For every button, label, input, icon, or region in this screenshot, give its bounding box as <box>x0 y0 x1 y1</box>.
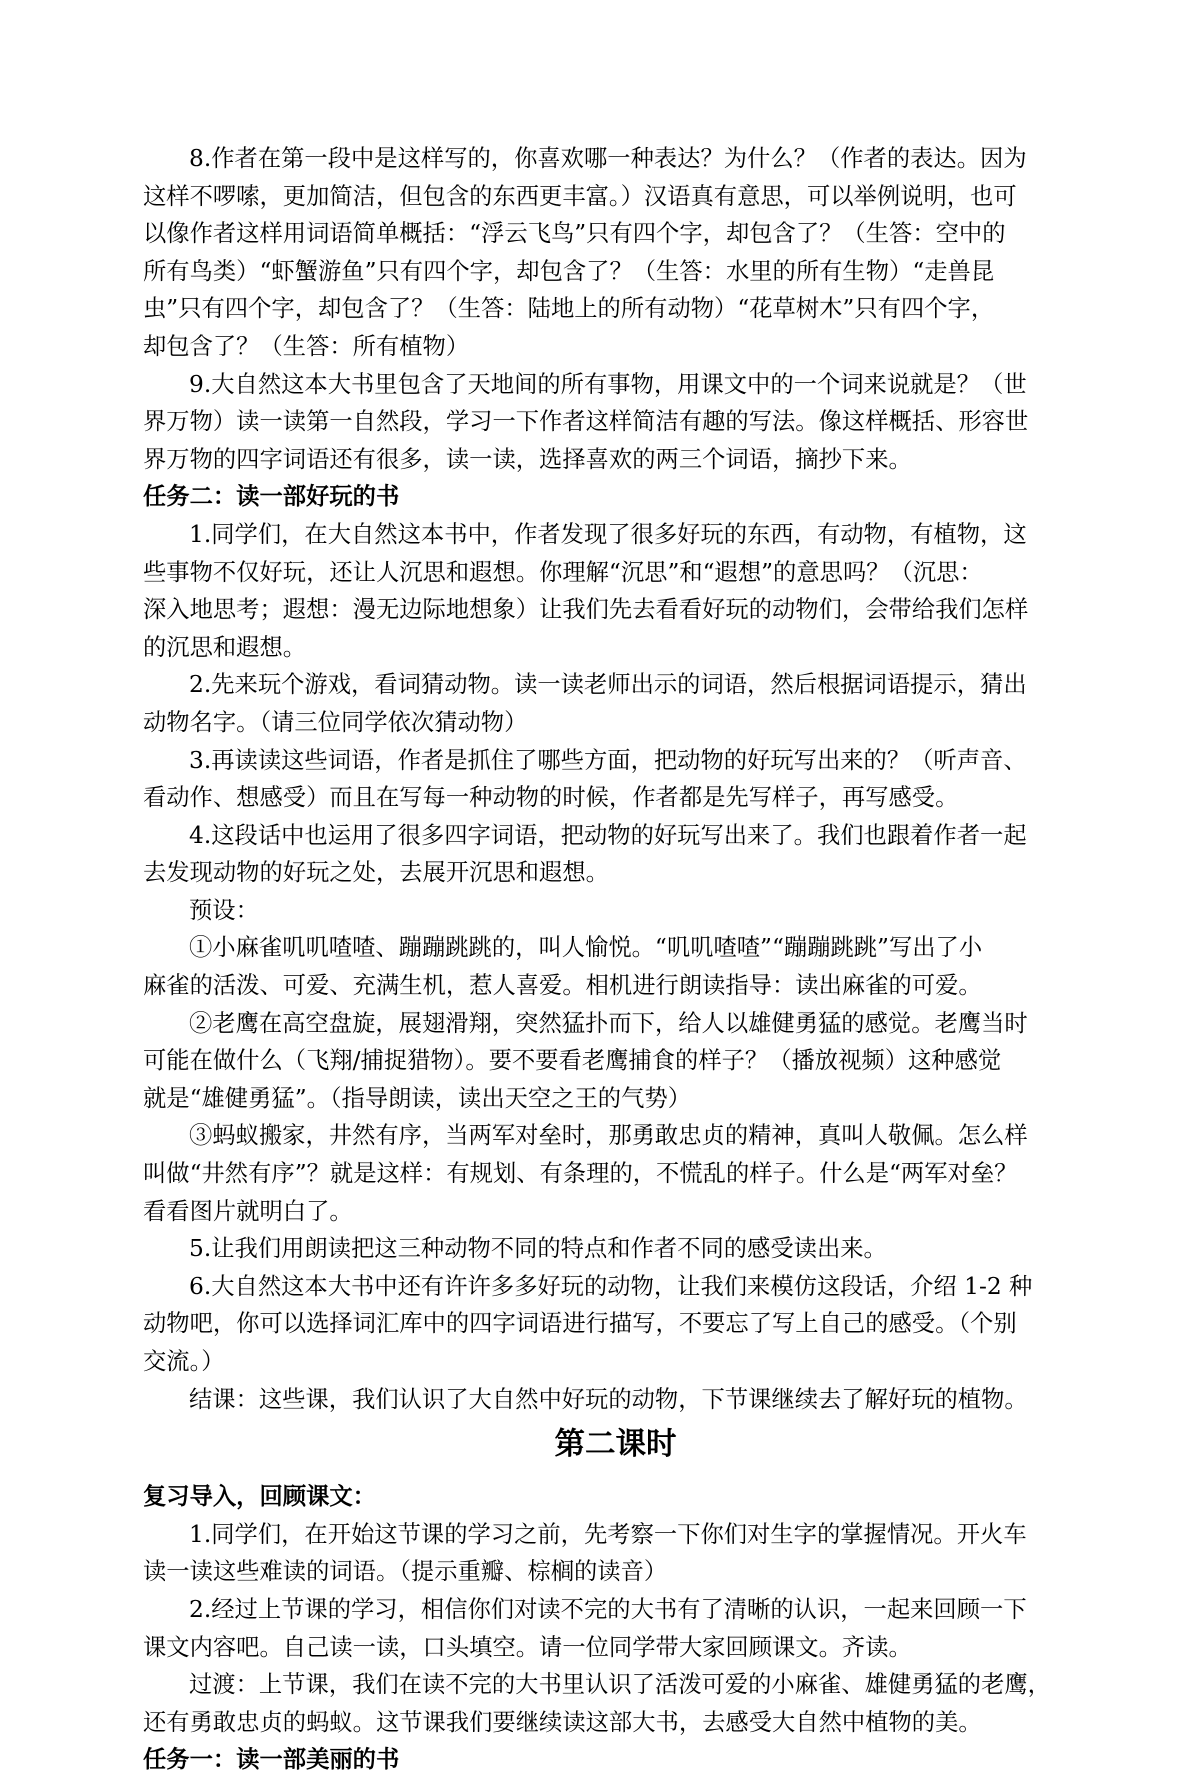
text-line: 叫做“井然有序”？就是这样：有规划、有条理的，不慌乱的样子。什么是“两军对垒？ <box>143 1160 1018 1188</box>
text-line: 以像作者这样用词语简单概括：“浮云飞鸟”只有四个字，却包含了？（生答：空中的 <box>143 220 1006 248</box>
task2-heading: 任务二：读一部好玩的书 <box>143 483 400 511</box>
text-line: 4.这段话中也运用了很多四字词语，把动物的好玩写出来了。我们也跟着作者一起 <box>189 821 1027 849</box>
text-line: 还有勇敢忠贞的蚂蚁。这节课我们要继续读这部大书，去感受大自然中植物的美。 <box>143 1708 982 1736</box>
text-line: 可能在做什么（飞翔/捕捉猎物）。要不要看老鹰捕食的样子？（播放视频）这种感觉 <box>143 1047 1002 1075</box>
paragraph-review-1 <box>143 1516 1200 1554</box>
text-line: 这样不啰嗦，更加简洁，但包含的东西更丰富。）汉语真有意思，可以举例说明，也可 <box>143 182 1017 210</box>
review-heading: 复习导入，回顾课文： <box>143 1483 376 1511</box>
closing-paragraph <box>143 1381 1200 1419</box>
preset-item-2 <box>143 1005 1200 1043</box>
text-line: ②老鹰在高空盘旋，展翅滑翔，突然猛扑而下，给人以雄健勇猛的感觉。老鹰当时 <box>189 1009 1028 1037</box>
document-page <box>143 140 1200 1779</box>
text-line: 课文内容吧。自己读一读，口头填空。请一位同学带大家回顾课文。齐读。 <box>143 1633 912 1661</box>
text-line: 1.同学们，在大自然这本书中，作者发现了很多好玩的东西，有动物，有植物，这 <box>189 520 1027 548</box>
text-line: 读一读这些难读的词语。（提示重瓣、棕榈的读音） <box>143 1558 668 1586</box>
paragraph-task2-1 <box>143 516 1200 554</box>
text-line: 就是“雄健勇猛”。（指导朗读，读出天空之王的气势） <box>143 1084 691 1112</box>
text-line: 6.大自然这本大书中还有许许多多好玩的动物，让我们来模仿这段话，介绍 1-2 种 <box>189 1272 1033 1300</box>
preset-item-1 <box>143 929 1200 967</box>
text-line: ①小麻雀叽叽喳喳、蹦蹦跳跳的，叫人愉悦。“叽叽喳喳”“蹦蹦跳跳”写出了小 <box>189 934 983 962</box>
text-line: 5.让我们用朗读把这三种动物不同的特点和作者不同的感受读出来。 <box>189 1235 887 1263</box>
paragraph-task2-2 <box>143 666 1200 704</box>
task1-heading: 任务一：读一部美丽的书 <box>143 1746 400 1774</box>
text-line: 界万物）读一读第一自然段，学习一下作者这样简洁有趣的写法。像这样概括、形容世 <box>143 408 1029 436</box>
text-line: 却包含了？（生答：所有植物） <box>143 332 470 360</box>
preset-item-3 <box>143 1117 1200 1155</box>
text-line: 的沉思和遐想。 <box>143 633 307 661</box>
text-line: 些事物不仅好玩，还让人沉思和遐想。你理解“沉思”和“遐想”的意思吗？（沉思： <box>143 558 983 586</box>
text-line: 动物吧，你可以选择词汇库中的四字词语进行描写，不要忘了写上自己的感受。（个别 <box>143 1310 1017 1338</box>
text-line: 动物名字。（请三位同学依次猜动物） <box>143 708 528 736</box>
text-line: 看动作、想感受）而且在写每一种动物的时候，作者都是先写样子，再写感受。 <box>143 784 959 812</box>
text-line: 去发现动物的好玩之处，去展开沉思和遐想。 <box>143 859 609 887</box>
section-title: 第二课时 <box>554 1426 677 1463</box>
text-line: 2.经过上节课的学习，相信你们对读不完的大书有了清晰的认识，一起来回顾一下 <box>189 1595 1027 1623</box>
text-line: 虫”只有四个字，却包含了？（生答：陆地上的所有动物）“花草树木”只有四个字， <box>143 295 995 323</box>
text-line: 1.同学们，在开始这节课的学习之前，先考察一下你们对生字的掌握情况。开火车 <box>189 1520 1027 1548</box>
text-line: 8.作者在第一段中是这样写的，你喜欢哪一种表达？为什么？（作者的表达。因为 <box>189 145 1027 172</box>
preset-label: 预设： <box>189 896 259 924</box>
text-line: ③蚂蚁搬家，井然有序，当两军对垒时，那勇敢忠贞的精神，真叫人敬佩。怎么样 <box>189 1122 1028 1150</box>
text-line: 3.再读读这些词语，作者是抓住了哪些方面，把动物的好玩写出来的？（听声音、 <box>189 746 1027 774</box>
paragraph-task2-6 <box>143 1268 1200 1306</box>
text-line: 2.先来玩个游戏，看词猜动物。读一读老师出示的词语，然后根据词语提示，猜出 <box>189 671 1027 699</box>
paragraph-item-9 <box>143 366 1200 404</box>
text-line: 看看图片就明白了。 <box>143 1197 353 1225</box>
paragraph-task2-4 <box>143 817 1200 855</box>
paragraph-item-8 <box>143 140 1200 178</box>
paragraph-review-2 <box>143 1591 1200 1629</box>
text-line: 9.大自然这本大书里包含了天地间的所有事物，用课文中的一个词来说就是？（世 <box>189 370 1027 398</box>
text-line: 深入地思考；遐想：漫无边际地想象）让我们先去看看好玩的动物们，会带给我们怎样 <box>143 596 1029 624</box>
transition-paragraph <box>143 1666 1200 1704</box>
text-line: 麻雀的活泼、可爱、充满生机，惹人喜爱。相机进行朗读指导：读出麻雀的可爱。 <box>143 972 982 1000</box>
paragraph-task2-3 <box>143 742 1200 780</box>
text-line: 交流。） <box>143 1348 225 1375</box>
paragraph-task2-5 <box>143 1230 1200 1268</box>
text-line: 结课：这些课，我们认识了大自然中好玩的动物，下节课继续去了解好玩的植物。 <box>189 1385 1028 1413</box>
text-line: 界万物的四字词语还有很多，读一读，选择喜欢的两三个词语，摘抄下来。 <box>143 445 912 473</box>
text-line: 过渡：上节课，我们在读不完的大书里认识了活泼可爱的小麻雀、雄健勇猛的老鹰， <box>189 1671 1051 1699</box>
text-line: 所有鸟类）“虾蟹游鱼”只有四个字，却包含了？（生答：水里的所有生物）“走兽昆 <box>143 257 995 285</box>
